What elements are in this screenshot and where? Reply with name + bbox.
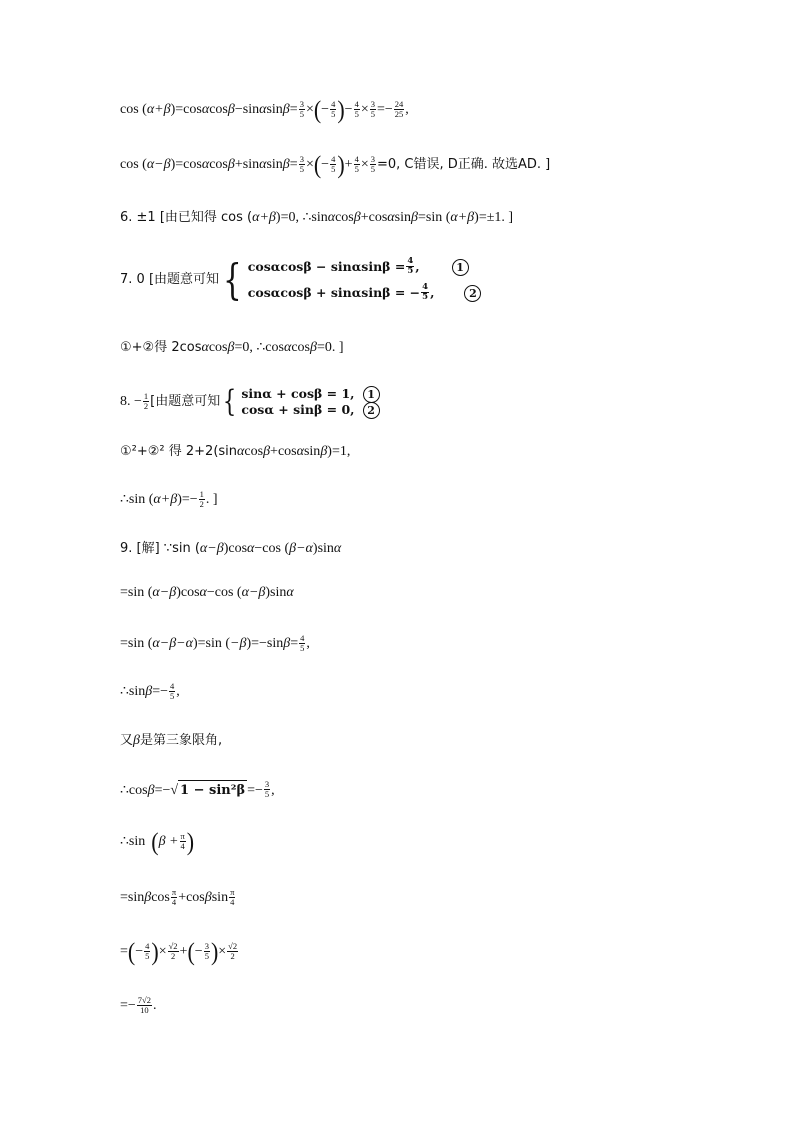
line-cos-diff: cos ( α−β )=cos α cos β +sin α sin β = $\frac{3}{5}$ × ( − $\frac{4}{5}$ ) + $\frac{4}{5}$ × $\frac{3}{5}$ =0, C错误, D正确. 故选AD. ] bbox=[120, 150, 551, 179]
fraction: $\frac{3}{5}$ bbox=[264, 779, 270, 799]
equation-system: cosαcosβ − sinαsinβ = $\frac{4}{5}$ , 1 cosαcosβ + sinαsinβ = − $\frac{4}{5}$ , 2 bbox=[248, 254, 482, 306]
fraction: $\frac{7√2}{10}$ bbox=[137, 994, 151, 1015]
fraction: $\frac{4}{5}$ bbox=[354, 153, 359, 174]
line-q9-expand: =sin β cos $\frac{\pi}{4}$ +cos β sin $\frac{\pi}{4}$ bbox=[120, 886, 235, 907]
square-root: √ 1 − sin²β bbox=[170, 780, 247, 801]
fraction: $\frac{3}{5}$ bbox=[370, 153, 375, 174]
circled-one: 1 bbox=[452, 259, 469, 276]
equation-system: sinα + cosβ = 1, 1 cosα + sinβ = 0, 2 bbox=[241, 386, 379, 418]
fraction: $\frac{4}{5}$ bbox=[331, 98, 336, 119]
line-q8-result: ∴sin ( α+β )=− $\frac{1}{2}$ . ] bbox=[120, 488, 218, 509]
fraction: $\frac{√2}{2}$ bbox=[168, 940, 178, 961]
fraction: $\frac{24}{25}$ bbox=[394, 98, 404, 119]
line-q9-step2: =sin ( α−β−α )=sin ( −β )=−sin β = $\frac{4}{5}$ , bbox=[120, 632, 310, 653]
fraction: $\frac{4}{5}$ bbox=[331, 153, 336, 174]
line-q6: 6. ±1 [由已知得 cos ( α+β )=0, ∴sin α cos β +cos α sin β =sin ( α+β )=±1. ] bbox=[120, 210, 514, 225]
line-q9-cosb: ∴cos β =− √ 1 − sin²β =− $\frac{3}{5}$ , bbox=[120, 779, 275, 799]
fraction: $\frac{3}{5}$ bbox=[299, 153, 304, 174]
fraction: $\frac{4}{5}$ bbox=[300, 632, 305, 653]
line-q8: 8. − $\frac{1}{2}$ [由题意可知 { sinα + cosβ = 1, 1 cosα + sinβ = 0, 2 bbox=[120, 386, 380, 418]
line-q9-substitute: = ( − $\frac{4}{5}$ ) × $\frac{√2}{2}$ + ( − $\frac{3}{5}$ ) × $\frac{√2}{2}$ bbox=[120, 937, 238, 966]
line-cos-sum: cos ( α+β )=cos α cos β −sin α sin β = $\frac{3}{5}$ × ( − $\frac{4}{5}$ ) − $\frac{4}{5}$ × $\frac{3}{5}$ =− $\frac{24}{25}$ , bbox=[120, 95, 409, 124]
line-q9-start: 9. [解] ∵sin ( α−β )cos α −cos ( β−α )sin α bbox=[120, 541, 342, 556]
line-q9-answer: =− $\frac{7√2}{10}$ . bbox=[120, 994, 157, 1015]
line-q9-quadrant: 又 β 是第三象限角, bbox=[120, 733, 223, 748]
fraction: $\frac{1}{2}$ bbox=[143, 390, 149, 411]
line-q7-result: ①+②得 2cos α cos β =0, ∴cos α cos β =0. ] bbox=[120, 340, 344, 355]
fraction: $\frac{3}{5}$ bbox=[204, 940, 209, 961]
line-q7: 7. 0 [由题意可知 { cosαcosβ − sinαsinβ = $\frac{4}{5}$ , 1 cosαcosβ + sinαsinβ = − $\frac{4}{5}$ , 2 bbox=[120, 254, 481, 306]
fraction: $\frac{1}{2}$ bbox=[199, 488, 204, 509]
fraction: $\frac{\pi}{4}$ bbox=[230, 886, 235, 907]
circled-two: 2 bbox=[464, 285, 481, 302]
fraction: $\frac{4}{5}$ bbox=[145, 940, 150, 961]
line-q8-square: ①²+②² 得 2+2(sin α cos β +cos α sin β )=1, bbox=[120, 444, 351, 459]
line-q9-target: ∴sin ( β + $\frac{\pi}{4}$ ) bbox=[120, 827, 195, 856]
line-q9-sinb: ∴sin β =− $\frac{4}{5}$ , bbox=[120, 680, 180, 701]
system-brace: { bbox=[223, 255, 242, 304]
line-q9-step1: =sin ( α−β )cos α −cos ( α−β )sin α bbox=[120, 585, 294, 600]
fraction: $\frac{3}{5}$ bbox=[370, 98, 375, 119]
fraction: $\frac{√2}{2}$ bbox=[228, 940, 238, 961]
fraction: $\frac{4}{5}$ bbox=[354, 98, 359, 119]
fraction: $\frac{\pi}{4}$ bbox=[180, 830, 185, 851]
fraction: $\frac{\pi}{4}$ bbox=[171, 886, 177, 907]
fraction: $\frac{3}{5}$ bbox=[299, 98, 304, 119]
fraction: $\frac{4}{5}$ bbox=[170, 680, 175, 701]
